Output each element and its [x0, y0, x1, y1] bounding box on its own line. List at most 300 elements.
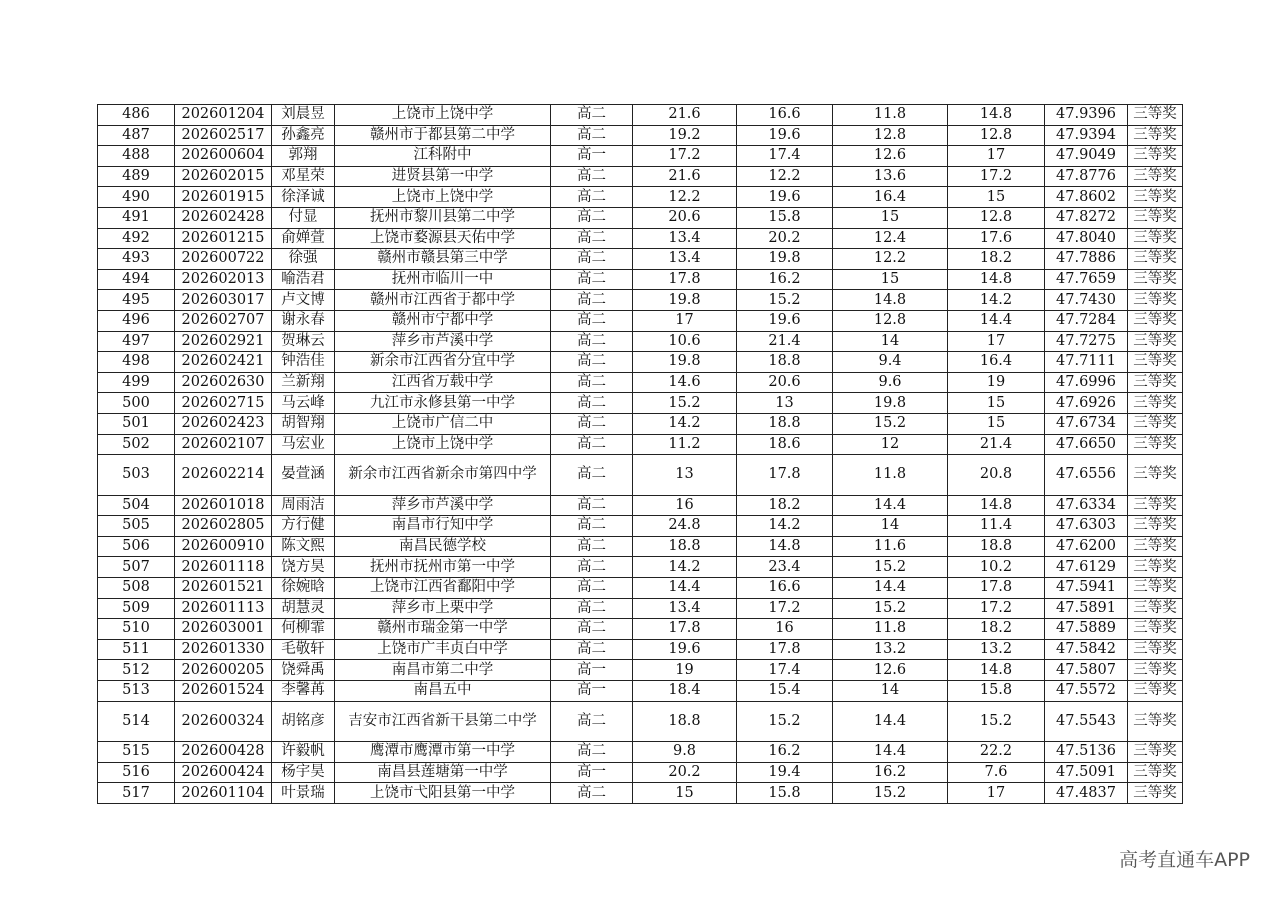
cell-rank: 495 — [98, 290, 175, 311]
cell-award: 三等奖 — [1128, 516, 1183, 537]
cell-student-name: 兰新翔 — [272, 372, 335, 393]
cell-grade: 高二 — [551, 207, 633, 228]
cell-total-score: 47.6303 — [1045, 516, 1128, 537]
cell-rank: 493 — [98, 249, 175, 270]
cell-score-2: 20.2 — [737, 228, 833, 249]
cell-score-2: 21.4 — [737, 331, 833, 352]
cell-school: 抚州市抚州市第一中学 — [335, 557, 551, 578]
cell-score-1: 15.2 — [633, 393, 737, 414]
cell-score-4: 21.4 — [948, 434, 1045, 455]
cell-school: 吉安市江西省新干县第二中学 — [335, 701, 551, 742]
cell-score-2: 17.8 — [737, 455, 833, 496]
cell-score-1: 13.4 — [633, 228, 737, 249]
cell-student-name: 胡铭彦 — [272, 701, 335, 742]
table-row — [98, 619, 1183, 640]
cell-exam-id: 202602015 — [175, 166, 272, 187]
cell-score-3: 19.8 — [833, 393, 948, 414]
cell-grade: 高一 — [551, 680, 633, 701]
cell-score-3: 15.2 — [833, 783, 948, 804]
cell-exam-id: 202600424 — [175, 762, 272, 783]
cell-score-1: 19 — [633, 660, 737, 681]
cell-total-score: 47.6650 — [1045, 434, 1128, 455]
cell-exam-id: 202602214 — [175, 455, 272, 496]
cell-student-name: 杨宇昊 — [272, 762, 335, 783]
cell-score-3: 15 — [833, 269, 948, 290]
cell-total-score: 47.6200 — [1045, 536, 1128, 557]
cell-score-4: 19 — [948, 372, 1045, 393]
cell-score-1: 10.6 — [633, 331, 737, 352]
cell-score-3: 14.4 — [833, 495, 948, 516]
table-row — [98, 455, 1183, 496]
cell-score-2: 18.8 — [737, 352, 833, 373]
cell-grade: 高二 — [551, 310, 633, 331]
cell-rank: 490 — [98, 187, 175, 208]
cell-student-name: 马云峰 — [272, 393, 335, 414]
cell-rank: 498 — [98, 352, 175, 373]
cell-award: 三等奖 — [1128, 310, 1183, 331]
cell-score-3: 15.2 — [833, 598, 948, 619]
cell-score-2: 15.2 — [737, 701, 833, 742]
cell-score-4: 11.4 — [948, 516, 1045, 537]
cell-score-4: 17 — [948, 146, 1045, 167]
table-row — [98, 207, 1183, 228]
cell-rank: 507 — [98, 557, 175, 578]
cell-score-3: 16.2 — [833, 762, 948, 783]
cell-score-3: 15 — [833, 207, 948, 228]
cell-student-name: 许毅帆 — [272, 742, 335, 763]
cell-student-name: 周雨洁 — [272, 495, 335, 516]
cell-score-1: 11.2 — [633, 434, 737, 455]
cell-score-1: 20.2 — [633, 762, 737, 783]
cell-score-2: 16.6 — [737, 577, 833, 598]
cell-score-1: 13.4 — [633, 249, 737, 270]
table-row — [98, 269, 1183, 290]
cell-school: 进贤县第一中学 — [335, 166, 551, 187]
cell-score-2: 15.8 — [737, 207, 833, 228]
table-row — [98, 536, 1183, 557]
cell-student-name: 晏萱涵 — [272, 455, 335, 496]
cell-total-score: 47.6734 — [1045, 413, 1128, 434]
cell-award: 三等奖 — [1128, 536, 1183, 557]
cell-score-4: 17.8 — [948, 577, 1045, 598]
table-row — [98, 701, 1183, 742]
cell-exam-id: 202603017 — [175, 290, 272, 311]
table-row — [98, 413, 1183, 434]
cell-total-score: 47.9049 — [1045, 146, 1128, 167]
cell-score-4: 15.8 — [948, 680, 1045, 701]
cell-rank: 512 — [98, 660, 175, 681]
cell-student-name: 邓星荣 — [272, 166, 335, 187]
cell-school: 九江市永修县第一中学 — [335, 393, 551, 414]
cell-school: 赣州市瑞金第一中学 — [335, 619, 551, 640]
cell-score-3: 12.8 — [833, 125, 948, 146]
cell-score-1: 20.6 — [633, 207, 737, 228]
cell-exam-id: 202600604 — [175, 146, 272, 167]
cell-total-score: 47.9394 — [1045, 125, 1128, 146]
cell-school: 萍乡市上栗中学 — [335, 598, 551, 619]
cell-rank: 497 — [98, 331, 175, 352]
cell-award: 三等奖 — [1128, 413, 1183, 434]
cell-rank: 505 — [98, 516, 175, 537]
cell-score-4: 14.8 — [948, 105, 1045, 126]
cell-score-2: 14.2 — [737, 516, 833, 537]
cell-school: 鹰潭市鹰潭市第一中学 — [335, 742, 551, 763]
cell-score-2: 14.8 — [737, 536, 833, 557]
cell-score-2: 20.6 — [737, 372, 833, 393]
cell-grade: 高二 — [551, 249, 633, 270]
cell-student-name: 卢文博 — [272, 290, 335, 311]
cell-rank: 491 — [98, 207, 175, 228]
cell-total-score: 47.5543 — [1045, 701, 1128, 742]
cell-student-name: 谢永春 — [272, 310, 335, 331]
cell-score-4: 14.2 — [948, 290, 1045, 311]
table-row — [98, 331, 1183, 352]
cell-score-1: 18.4 — [633, 680, 737, 701]
cell-score-1: 12.2 — [633, 187, 737, 208]
cell-exam-id: 202600205 — [175, 660, 272, 681]
cell-score-2: 19.6 — [737, 187, 833, 208]
cell-exam-id: 202601018 — [175, 495, 272, 516]
cell-award: 三等奖 — [1128, 207, 1183, 228]
table-row — [98, 228, 1183, 249]
cell-score-2: 23.4 — [737, 557, 833, 578]
table-row — [98, 290, 1183, 311]
cell-total-score: 47.4837 — [1045, 783, 1128, 804]
cell-rank: 511 — [98, 639, 175, 660]
cell-score-1: 19.8 — [633, 290, 737, 311]
cell-student-name: 胡智翔 — [272, 413, 335, 434]
table-row — [98, 434, 1183, 455]
cell-total-score: 47.5891 — [1045, 598, 1128, 619]
cell-score-4: 10.2 — [948, 557, 1045, 578]
table-row — [98, 125, 1183, 146]
cell-grade: 高二 — [551, 166, 633, 187]
cell-score-3: 11.8 — [833, 619, 948, 640]
cell-score-1: 24.8 — [633, 516, 737, 537]
cell-score-2: 19.4 — [737, 762, 833, 783]
cell-exam-id: 202602013 — [175, 269, 272, 290]
cell-total-score: 47.8602 — [1045, 187, 1128, 208]
cell-school: 抚州市黎川县第二中学 — [335, 207, 551, 228]
cell-score-4: 7.6 — [948, 762, 1045, 783]
cell-score-1: 13.4 — [633, 598, 737, 619]
cell-total-score: 47.6129 — [1045, 557, 1128, 578]
cell-grade: 高二 — [551, 331, 633, 352]
cell-exam-id: 202602423 — [175, 413, 272, 434]
cell-score-3: 13.2 — [833, 639, 948, 660]
cell-award: 三等奖 — [1128, 125, 1183, 146]
table-row — [98, 680, 1183, 701]
cell-score-3: 9.6 — [833, 372, 948, 393]
cell-grade: 高二 — [551, 536, 633, 557]
table-row — [98, 249, 1183, 270]
cell-score-2: 18.2 — [737, 495, 833, 516]
cell-grade: 高二 — [551, 393, 633, 414]
cell-student-name: 饶方昊 — [272, 557, 335, 578]
cell-score-2: 17.4 — [737, 146, 833, 167]
cell-score-3: 12.2 — [833, 249, 948, 270]
cell-score-3: 11.8 — [833, 105, 948, 126]
cell-score-3: 12.4 — [833, 228, 948, 249]
cell-exam-id: 202602707 — [175, 310, 272, 331]
table-row — [98, 372, 1183, 393]
cell-score-3: 12.6 — [833, 660, 948, 681]
cell-score-2: 16.2 — [737, 269, 833, 290]
cell-total-score: 47.7659 — [1045, 269, 1128, 290]
cell-school: 南昌县莲塘第一中学 — [335, 762, 551, 783]
cell-rank: 486 — [98, 105, 175, 126]
cell-score-1: 16 — [633, 495, 737, 516]
table-row — [98, 105, 1183, 126]
cell-total-score: 47.5091 — [1045, 762, 1128, 783]
cell-award: 三等奖 — [1128, 228, 1183, 249]
cell-score-2: 15.4 — [737, 680, 833, 701]
table-row — [98, 598, 1183, 619]
cell-total-score: 47.7886 — [1045, 249, 1128, 270]
cell-grade: 高二 — [551, 187, 633, 208]
cell-school: 萍乡市芦溪中学 — [335, 331, 551, 352]
cell-award: 三等奖 — [1128, 105, 1183, 126]
cell-rank: 487 — [98, 125, 175, 146]
cell-rank: 488 — [98, 146, 175, 167]
cell-school: 抚州市临川一中 — [335, 269, 551, 290]
cell-score-4: 17.2 — [948, 598, 1045, 619]
cell-rank: 509 — [98, 598, 175, 619]
cell-total-score: 47.9396 — [1045, 105, 1128, 126]
cell-exam-id: 202601521 — [175, 577, 272, 598]
cell-exam-id: 202600428 — [175, 742, 272, 763]
cell-score-3: 14.8 — [833, 290, 948, 311]
cell-grade: 高二 — [551, 742, 633, 763]
cell-school: 上饶市上饶中学 — [335, 434, 551, 455]
cell-grade: 高一 — [551, 146, 633, 167]
cell-score-2: 18.6 — [737, 434, 833, 455]
cell-school: 赣州市赣县第三中学 — [335, 249, 551, 270]
cell-student-name: 俞婵萱 — [272, 228, 335, 249]
cell-score-3: 11.8 — [833, 455, 948, 496]
cell-score-2: 19.8 — [737, 249, 833, 270]
cell-score-1: 9.8 — [633, 742, 737, 763]
table-row — [98, 187, 1183, 208]
cell-score-4: 14.8 — [948, 495, 1045, 516]
cell-student-name: 马宏业 — [272, 434, 335, 455]
cell-school: 上饶市婺源县天佑中学 — [335, 228, 551, 249]
cell-exam-id: 202601524 — [175, 680, 272, 701]
cell-rank: 489 — [98, 166, 175, 187]
cell-exam-id: 202601215 — [175, 228, 272, 249]
cell-rank: 517 — [98, 783, 175, 804]
cell-school: 上饶市上饶中学 — [335, 105, 551, 126]
cell-score-1: 14.6 — [633, 372, 737, 393]
cell-score-2: 19.6 — [737, 125, 833, 146]
cell-school: 江西省万载中学 — [335, 372, 551, 393]
cell-score-4: 14.8 — [948, 269, 1045, 290]
cell-score-2: 17.2 — [737, 598, 833, 619]
cell-award: 三等奖 — [1128, 455, 1183, 496]
cell-rank: 516 — [98, 762, 175, 783]
cell-award: 三等奖 — [1128, 393, 1183, 414]
cell-exam-id: 202602107 — [175, 434, 272, 455]
cell-student-name: 徐泽诚 — [272, 187, 335, 208]
cell-rank: 502 — [98, 434, 175, 455]
cell-score-3: 9.4 — [833, 352, 948, 373]
cell-grade: 高二 — [551, 290, 633, 311]
cell-award: 三等奖 — [1128, 187, 1183, 208]
cell-score-4: 17.6 — [948, 228, 1045, 249]
cell-score-1: 19.6 — [633, 639, 737, 660]
cell-total-score: 47.5807 — [1045, 660, 1128, 681]
cell-grade: 高一 — [551, 762, 633, 783]
cell-award: 三等奖 — [1128, 701, 1183, 742]
cell-student-name: 孙鑫亮 — [272, 125, 335, 146]
cell-score-4: 17.2 — [948, 166, 1045, 187]
watermark-text: 高考直通车APP — [1119, 849, 1250, 871]
cell-score-2: 16.6 — [737, 105, 833, 126]
cell-grade: 高二 — [551, 619, 633, 640]
cell-score-2: 18.8 — [737, 413, 833, 434]
cell-award: 三等奖 — [1128, 639, 1183, 660]
cell-score-1: 17.8 — [633, 269, 737, 290]
cell-score-2: 19.6 — [737, 310, 833, 331]
cell-award: 三等奖 — [1128, 352, 1183, 373]
cell-score-3: 14 — [833, 680, 948, 701]
table-row — [98, 146, 1183, 167]
cell-score-3: 12.8 — [833, 310, 948, 331]
cell-score-3: 14.4 — [833, 577, 948, 598]
cell-grade: 高二 — [551, 125, 633, 146]
table-row — [98, 516, 1183, 537]
cell-score-2: 15.2 — [737, 290, 833, 311]
cell-score-3: 11.6 — [833, 536, 948, 557]
cell-total-score: 47.6334 — [1045, 495, 1128, 516]
cell-grade: 高二 — [551, 783, 633, 804]
cell-award: 三等奖 — [1128, 434, 1183, 455]
table-row — [98, 762, 1183, 783]
cell-total-score: 47.6996 — [1045, 372, 1128, 393]
cell-score-2: 16.2 — [737, 742, 833, 763]
cell-student-name: 陈文熙 — [272, 536, 335, 557]
cell-score-1: 14.2 — [633, 557, 737, 578]
cell-school: 南昌市行知中学 — [335, 516, 551, 537]
cell-score-2: 15.8 — [737, 783, 833, 804]
cell-score-4: 12.8 — [948, 207, 1045, 228]
cell-school: 江科附中 — [335, 146, 551, 167]
cell-total-score: 47.5941 — [1045, 577, 1128, 598]
cell-score-3: 13.6 — [833, 166, 948, 187]
cell-grade: 高二 — [551, 639, 633, 660]
cell-score-1: 13 — [633, 455, 737, 496]
cell-award: 三等奖 — [1128, 166, 1183, 187]
cell-grade: 高二 — [551, 434, 633, 455]
cell-score-4: 14.4 — [948, 310, 1045, 331]
cell-student-name: 付显 — [272, 207, 335, 228]
cell-score-1: 14.2 — [633, 413, 737, 434]
cell-grade: 高二 — [551, 557, 633, 578]
cell-rank: 514 — [98, 701, 175, 742]
cell-grade: 高二 — [551, 598, 633, 619]
cell-rank: 500 — [98, 393, 175, 414]
cell-exam-id: 202602517 — [175, 125, 272, 146]
cell-exam-id: 202602630 — [175, 372, 272, 393]
table-row — [98, 393, 1183, 414]
cell-score-3: 12 — [833, 434, 948, 455]
cell-award: 三等奖 — [1128, 783, 1183, 804]
cell-school: 赣州市江西省于都中学 — [335, 290, 551, 311]
cell-score-4: 15 — [948, 393, 1045, 414]
cell-rank: 494 — [98, 269, 175, 290]
cell-score-3: 16.4 — [833, 187, 948, 208]
cell-rank: 504 — [98, 495, 175, 516]
cell-grade: 高二 — [551, 352, 633, 373]
cell-school: 赣州市于都县第二中学 — [335, 125, 551, 146]
cell-award: 三等奖 — [1128, 290, 1183, 311]
cell-exam-id: 202602715 — [175, 393, 272, 414]
cell-school: 上饶市江西省鄱阳中学 — [335, 577, 551, 598]
cell-score-2: 12.2 — [737, 166, 833, 187]
cell-score-4: 17 — [948, 783, 1045, 804]
cell-grade: 高二 — [551, 413, 633, 434]
cell-grade: 高二 — [551, 228, 633, 249]
cell-award: 三等奖 — [1128, 146, 1183, 167]
cell-score-1: 14.4 — [633, 577, 737, 598]
table-row — [98, 742, 1183, 763]
cell-score-1: 15 — [633, 783, 737, 804]
cell-school: 新余市江西省新余市第四中学 — [335, 455, 551, 496]
table-row — [98, 557, 1183, 578]
table-row — [98, 166, 1183, 187]
cell-exam-id: 202601330 — [175, 639, 272, 660]
cell-score-4: 18.2 — [948, 619, 1045, 640]
cell-school: 南昌民德学校 — [335, 536, 551, 557]
cell-award: 三等奖 — [1128, 249, 1183, 270]
cell-rank: 503 — [98, 455, 175, 496]
cell-total-score: 47.6926 — [1045, 393, 1128, 414]
cell-score-3: 14 — [833, 516, 948, 537]
cell-student-name: 李馨苒 — [272, 680, 335, 701]
cell-total-score: 47.7284 — [1045, 310, 1128, 331]
cell-school: 赣州市宁都中学 — [335, 310, 551, 331]
cell-exam-id: 202600722 — [175, 249, 272, 270]
cell-school: 萍乡市芦溪中学 — [335, 495, 551, 516]
cell-rank: 506 — [98, 536, 175, 557]
cell-total-score: 47.5889 — [1045, 619, 1128, 640]
cell-student-name: 徐强 — [272, 249, 335, 270]
cell-exam-id: 202600324 — [175, 701, 272, 742]
cell-total-score: 47.6556 — [1045, 455, 1128, 496]
cell-award: 三等奖 — [1128, 269, 1183, 290]
cell-score-3: 12.6 — [833, 146, 948, 167]
cell-rank: 501 — [98, 413, 175, 434]
cell-exam-id: 202601118 — [175, 557, 272, 578]
cell-rank: 515 — [98, 742, 175, 763]
cell-score-1: 17.2 — [633, 146, 737, 167]
cell-school: 上饶市广信二中 — [335, 413, 551, 434]
results-table-body — [98, 105, 1183, 804]
cell-school: 南昌五中 — [335, 680, 551, 701]
cell-total-score: 47.5572 — [1045, 680, 1128, 701]
cell-exam-id: 202601113 — [175, 598, 272, 619]
table-row — [98, 783, 1183, 804]
cell-award: 三等奖 — [1128, 619, 1183, 640]
cell-score-4: 12.8 — [948, 125, 1045, 146]
table-row — [98, 495, 1183, 516]
cell-score-1: 19.2 — [633, 125, 737, 146]
cell-student-name: 贺琳云 — [272, 331, 335, 352]
cell-score-2: 16 — [737, 619, 833, 640]
cell-score-1: 19.8 — [633, 352, 737, 373]
table-row — [98, 352, 1183, 373]
cell-student-name: 叶景瑞 — [272, 783, 335, 804]
